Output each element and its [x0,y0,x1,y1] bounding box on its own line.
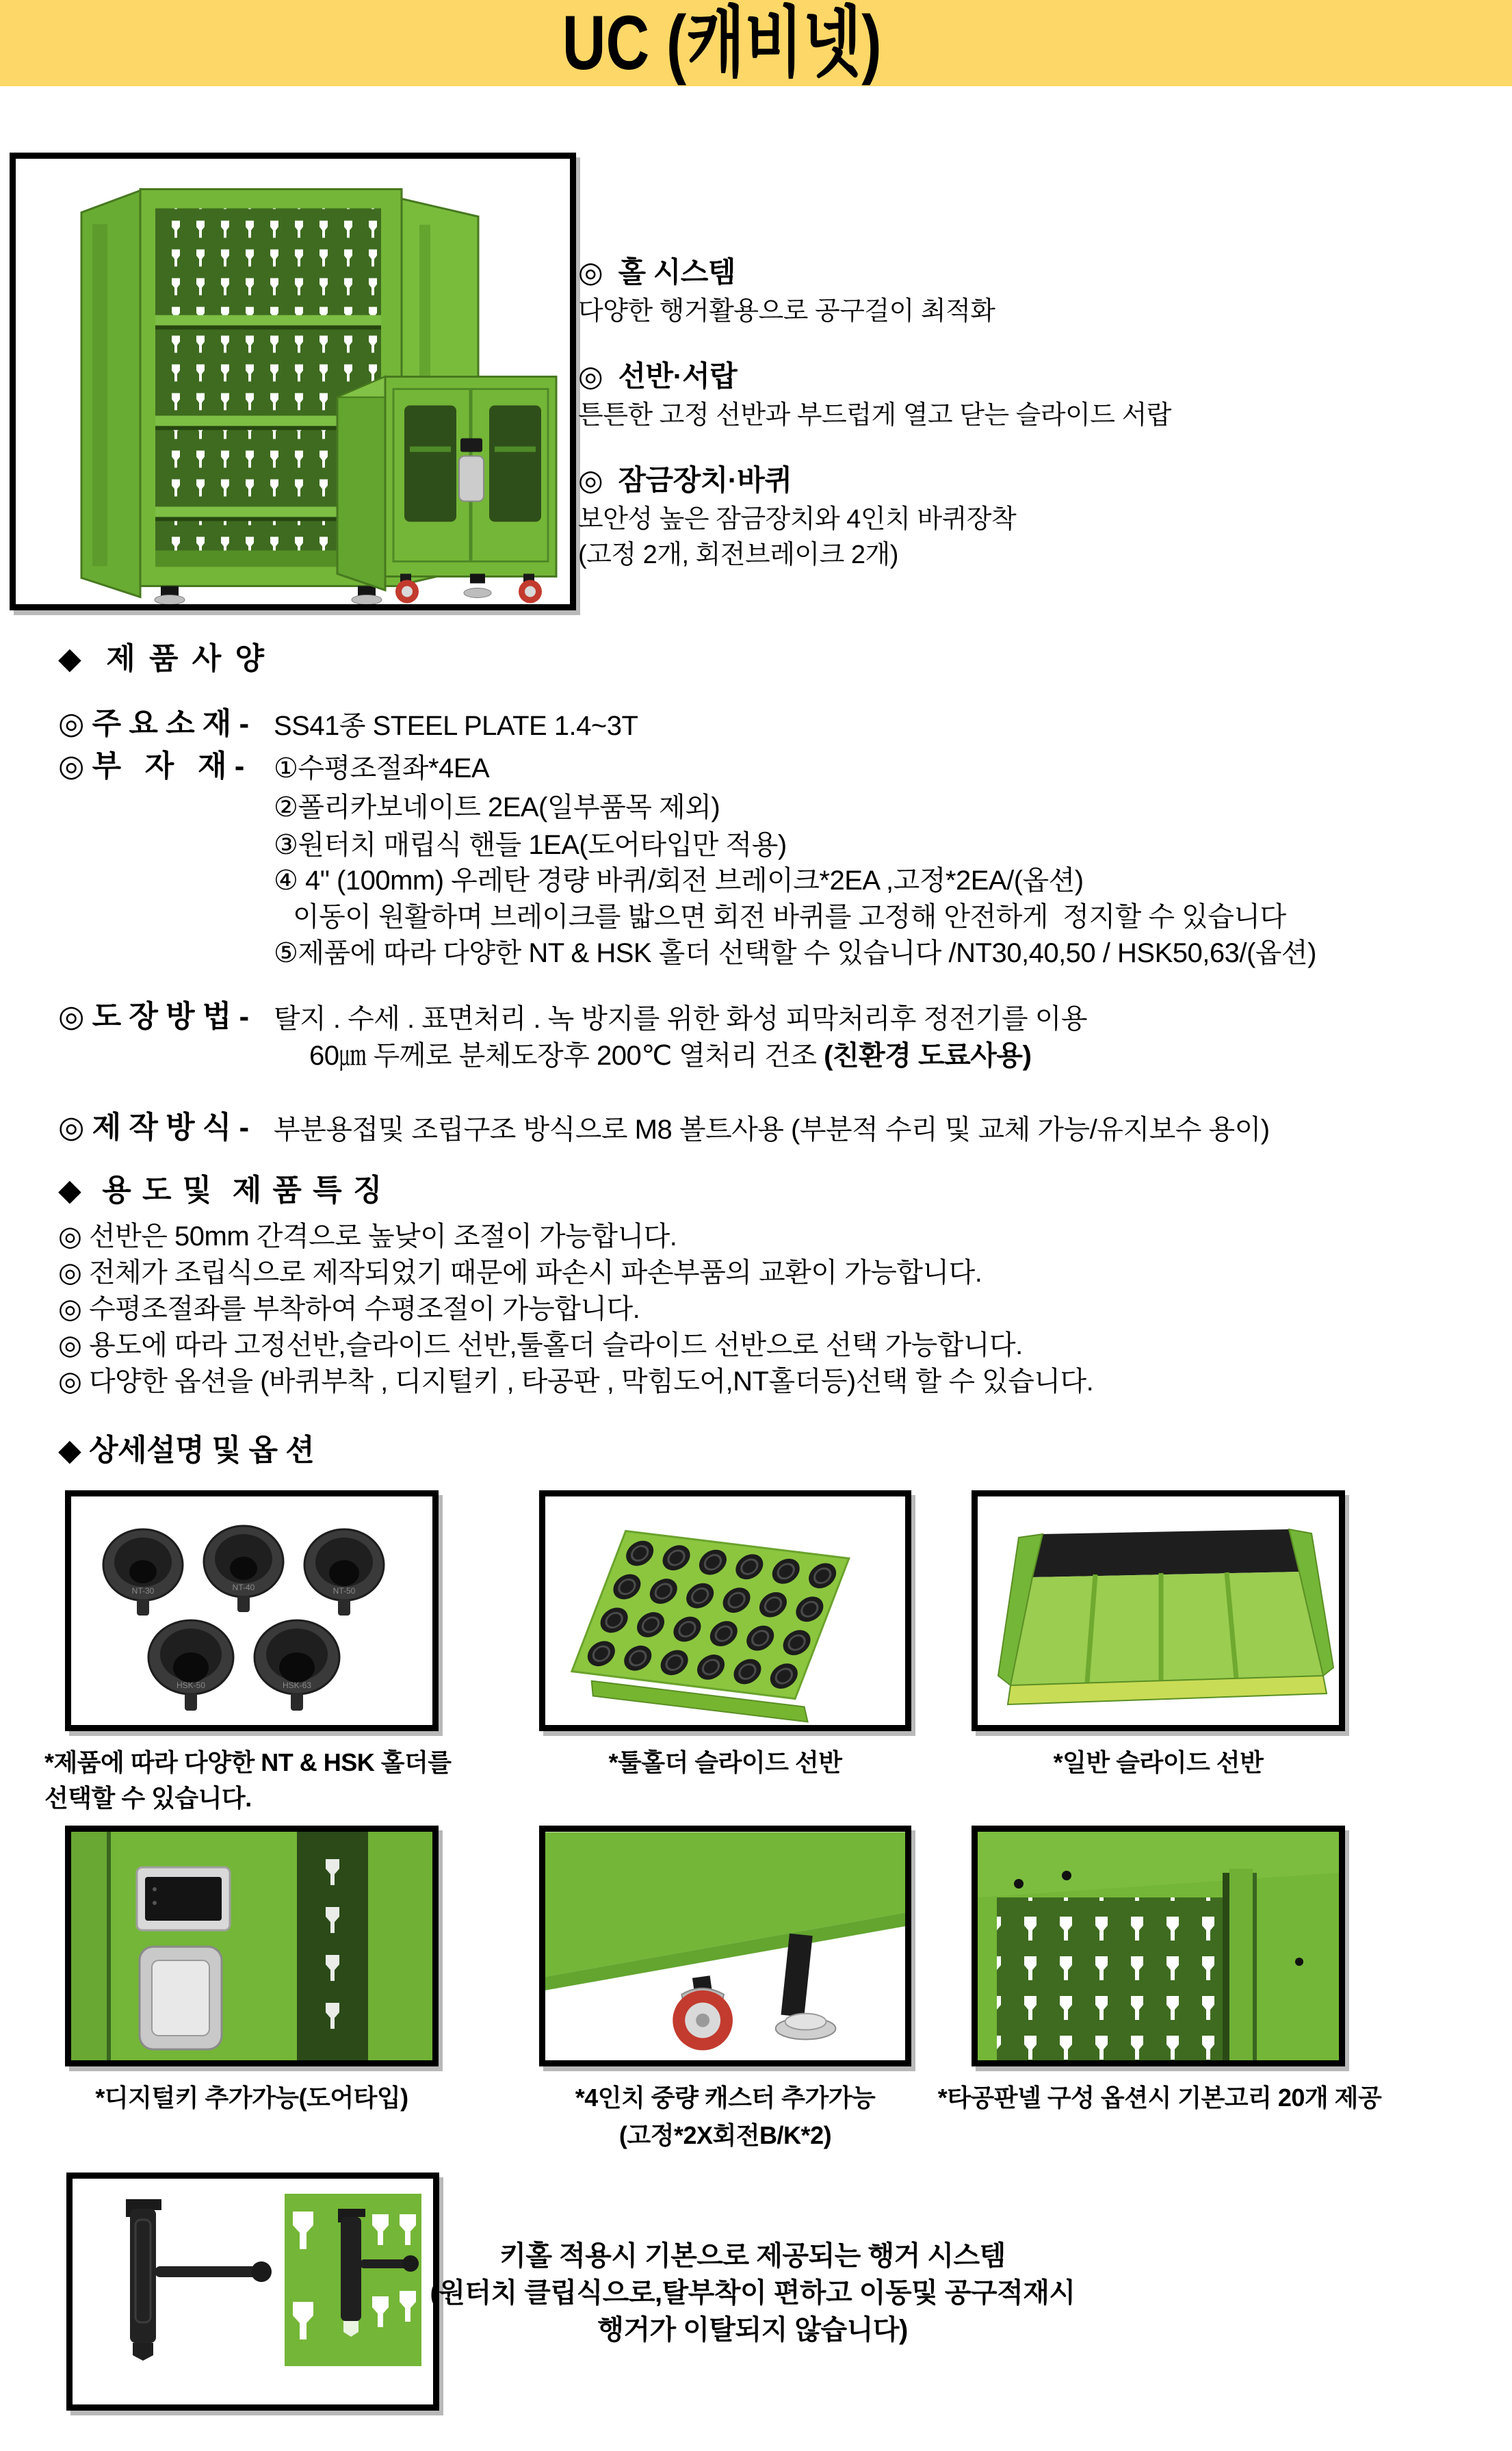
feature-lock-title: ◎ 잠금장치·바퀴 [578,464,792,496]
holder-cup [103,1529,183,1616]
usage-item: ◎ 수평조절좌를 부착하여 수평조절이 가능합니다. [58,1294,640,1324]
caption-nt-hsk-line1: *제품에 따라 다양한 NT & HSK 홀더를 [44,1748,452,1776]
pegboard-panel-illustration [978,1832,1339,2060]
title-banner [0,0,1512,86]
toolholder-shelf-illustration [545,1496,905,1725]
spec-coating-line2-bold: (친환경 도료사용) [824,1041,1032,1071]
holder-label: NT-50 [333,1586,356,1596]
option-image-digital-key [65,1826,439,2066]
spec-coating-label: ◎ 도 장 방 법 - [58,1000,249,1033]
feature-shelf-title: ◎ 선반·서랍 [578,360,738,392]
caption-caster-line1: *4인치 중량 캐스터 추가가능 [575,2084,876,2112]
caption-slide-shelf: *일반 슬라이드 선반 [1053,1748,1264,1776]
option-image-nt-hsk-holders [65,1490,439,1731]
holder-label: NT-30 [131,1586,155,1596]
caption-caster-line2: (고정*2X회전B/K*2) [618,2121,832,2149]
hanger-note-line1: 키홀 적용시 기본으로 제공되는 행거 시스템 [499,2241,1006,2271]
spec-coating-line1: 탈지 . 수세 . 표면처리 . 녹 방지를 위한 화성 피막처리후 정전기를 이용 [274,1004,1087,1034]
spec-accessory-item: ②폴리카보네이트 2EA(일부품목 제외) [274,792,720,822]
usage-item: ◎ 용도에 따라 고정선반,슬라이드 선반,툴홀더 슬라이드 선반으로 선택 가능합니다. [58,1330,1023,1360]
feature-hole-title: ◎ 홀 시스템 [578,256,735,288]
spec-accessory-item: ⑤제품에 따라 다양한 NT & HSK 홀더 선택할 수 있습니다 /NT30,40,50 / HSK50,63/(옵션) [274,938,1316,968]
hero-product-image [10,153,576,610]
usage-item: ◎ 전체가 조립식으로 제작되었기 때문에 파손시 파손부품의 교환이 가능합니다. [58,1258,982,1288]
page-title [0,0,1444,86]
options-section-title: ◆ 상세설명 및 옵 션 [58,1434,315,1467]
slide-shelf-illustration [978,1496,1339,1725]
digital-key-illustration [71,1832,432,2060]
caption-nt-hsk-line2: 선택할 수 있습니다. [44,1784,252,1812]
usage-section-title: ◆ 용 도 및 제 품 특 징 [58,1173,384,1207]
hanger-note-line2: (원터치 클립식으로,탈부착이 편하고 이동및 공구적재시 [430,2278,1076,2308]
holder-label: HSK-63 [282,1681,312,1690]
spec-method-label: ◎ 제 작 방 식 - [58,1111,249,1144]
caption-toolholder-shelf: *툴홀더 슬라이드 선반 [608,1748,842,1776]
spec-accessory-item: ③원터치 매립식 핸들 1EA(도어타입만 적용) [274,830,787,860]
feature-shelf-body: 튼튼한 고정 선반과 부드럽게 열고 닫는 슬라이드 서랍 [578,401,1171,430]
nt-hsk-holders-illustration [71,1496,432,1725]
feature-hole-body: 다양한 행거활용으로 공구걸이 최적화 [578,297,995,326]
usage-item: ◎ 다양한 옵션을 (바퀴부착 , 디지털키 , 타공판 , 막힘도어,NT홀더등)선택 할 수 있습니다. [58,1366,1094,1397]
option-image-pegboard-panel [972,1826,1345,2066]
spec-accessory-item: 이동이 원활하며 브레이크를 밟으면 회전 바퀴를 고정해 안전하게 정지할 수 있습니다 [293,902,1286,932]
spec-coating-line2 [309,1039,1031,1073]
caption-pegboard-panel: *타공판넬 구성 옵션시 기본고리 20개 제공 [937,2084,1382,2112]
spec-section-title: ◆ 제 품 사 양 [58,642,267,675]
usage-item: ◎ 선반은 50mm 간격으로 높낮이 조절이 가능합니다. [58,1221,677,1252]
option-image-slide-shelf [972,1490,1345,1731]
caster-illustration [545,1832,905,2060]
holder-label: NT-40 [232,1583,255,1592]
option-image-toolholder-shelf [539,1490,911,1731]
spec-material-value: SS41종 STEEL PLATE 1.4~3T [274,711,638,741]
spec-method-value: 부분용접및 조립구조 방식으로 M8 볼트사용 (부분적 수리 및 교체 가능/유지보수 용이) [274,1115,1270,1145]
spec-accessories-label: ◎ 부 자 재 - [58,749,244,783]
spec-accessory-item: ①수평조절좌*4EA [274,753,490,783]
cabinet-illustration [16,159,570,604]
feature-lock-body1: 보안성 높은 잠금장치와 4인치 바퀴장착 [578,505,1017,534]
option-image-caster [539,1826,911,2066]
feature-lock-body2: (고정 2개, 회전브레이크 2개) [578,541,898,569]
spec-material-label: ◎ 주 요 소 재 - [58,707,249,740]
page-title-text: UC (캐비넷) [562,0,882,86]
hanger-note-line3: 행거가 이탈되지 않습니다) [597,2315,908,2345]
holder-label: HSK-50 [176,1681,206,1690]
spec-accessory-item: ④ 4" (100mm) 우레탄 경량 바퀴/회전 브레이크*2EA ,고정*2EA/(옵션) [274,866,1084,896]
spec-coating-line2-normal: 60㎛ 두께로 분체도장후 200℃ 열처리 건조 [309,1041,824,1071]
caption-digital-key: *디지털키 추가가능(도어타입) [95,2084,408,2112]
